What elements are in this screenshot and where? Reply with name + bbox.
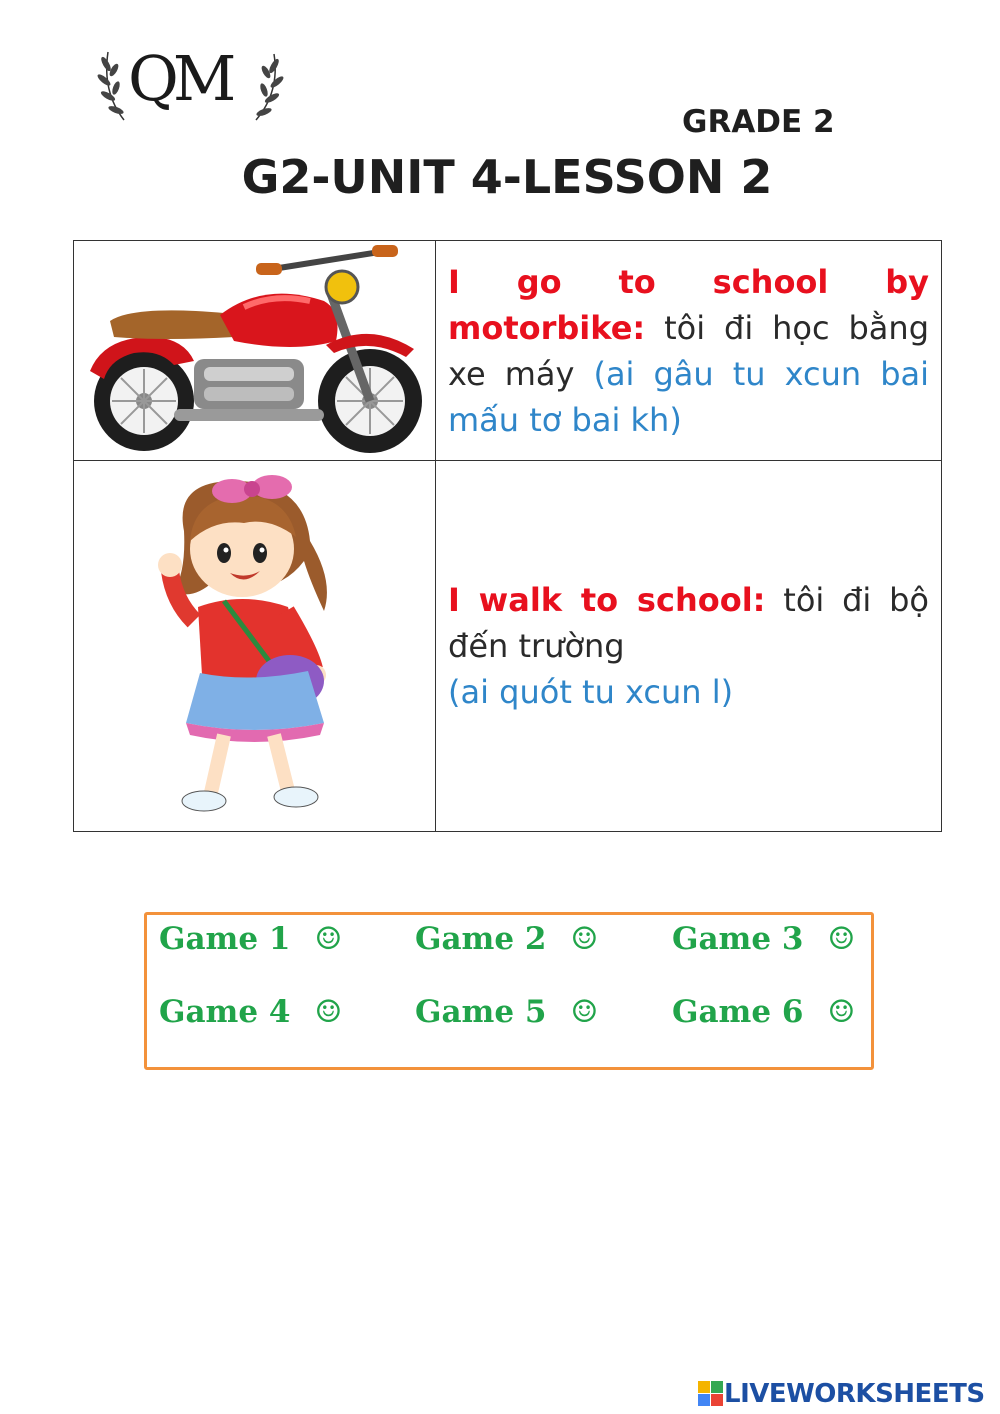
game-label: Game 3 bbox=[672, 921, 804, 957]
english-phrase: I walk to school: bbox=[448, 581, 766, 619]
game-4-link[interactable] bbox=[159, 994, 342, 1030]
image-cell bbox=[74, 461, 436, 832]
smiley-icon: ☺ bbox=[570, 994, 599, 1030]
games-panel bbox=[144, 912, 874, 1070]
game-label: Game 5 bbox=[415, 994, 547, 1030]
game-3-link[interactable] bbox=[672, 921, 855, 957]
english-phrase: I go to school by motorbike: bbox=[448, 262, 929, 347]
game-label: Game 6 bbox=[672, 994, 804, 1030]
smiley-icon: ☺ bbox=[827, 994, 856, 1030]
liveworksheets-watermark bbox=[698, 1376, 985, 1412]
vietnamese-meaning: tôi đi bộ đến trường bbox=[448, 581, 930, 665]
logo-text: QM bbox=[128, 42, 231, 115]
game-1-link[interactable] bbox=[159, 921, 342, 957]
vocab-table bbox=[73, 240, 942, 832]
page-title: G2-UNIT 4-LESSON 2 bbox=[241, 150, 773, 204]
grade-label: GRADE 2 bbox=[682, 104, 835, 140]
game-5-link[interactable] bbox=[415, 994, 598, 1030]
game-2-link[interactable] bbox=[415, 921, 598, 957]
vietnamese-meaning: tôi đi học bằng xe máy bbox=[448, 308, 929, 393]
vocab-text-cell bbox=[436, 461, 942, 832]
game-6-link[interactable] bbox=[672, 994, 855, 1030]
vocab-row bbox=[74, 241, 942, 461]
smiley-icon: ☺ bbox=[314, 921, 343, 957]
walking-girl-icon bbox=[74, 461, 435, 827]
qm-logo bbox=[96, 42, 286, 132]
image-cell bbox=[74, 241, 436, 461]
game-label: Game 1 bbox=[159, 921, 291, 957]
vocab-row bbox=[74, 461, 942, 832]
smiley-icon: ☺ bbox=[314, 994, 343, 1030]
vocab-text-cell bbox=[436, 241, 942, 461]
motorbike-icon bbox=[74, 241, 435, 456]
smiley-icon: ☺ bbox=[570, 921, 599, 957]
smiley-icon: ☺ bbox=[827, 921, 856, 957]
liveworksheets-logo-icon bbox=[698, 1381, 724, 1407]
game-label: Game 4 bbox=[159, 994, 291, 1030]
watermark-text: LIVEWORKSHEETS bbox=[724, 1379, 985, 1409]
pronunciation: (ai quót tu xcun l) bbox=[448, 673, 734, 711]
pronunciation: (ai gâu tu xcun bai mấu tơ bai kh) bbox=[448, 354, 929, 439]
game-label: Game 2 bbox=[415, 921, 547, 957]
